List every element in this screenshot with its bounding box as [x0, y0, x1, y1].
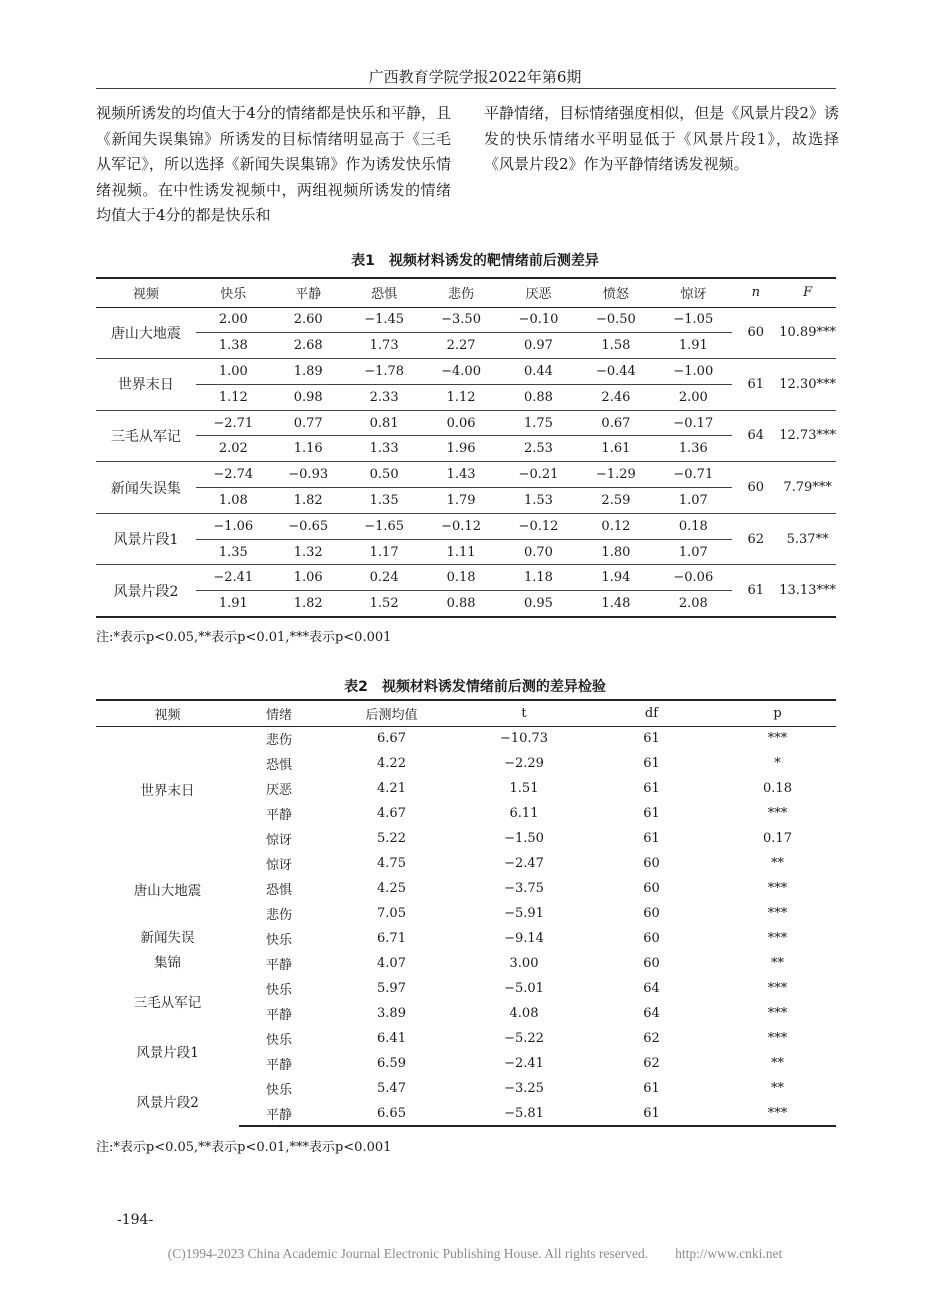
table1-cell: 1.06: [271, 565, 346, 591]
table1-cell: 1.17: [346, 539, 423, 565]
table1-f: 7.79***: [779, 462, 836, 514]
table2-cell: −5.01: [504, 981, 544, 996]
table2-cell: −2.29: [504, 756, 544, 771]
table1-cell: 1.80: [577, 539, 654, 565]
table1-cell: 1.07: [654, 488, 732, 514]
table2-row: [96, 851, 836, 876]
table2-cell: 6.41: [377, 1031, 406, 1046]
table2-cell: 厌恶: [265, 783, 292, 798]
table2-cell: −3.25: [504, 1081, 544, 1096]
table1-f: 13.13***: [779, 565, 836, 617]
table2-cell: 4.75: [377, 856, 406, 871]
table1-header-video: 视频: [96, 278, 196, 307]
table2-cell: 60: [643, 931, 660, 946]
table2-cell: 0.18: [763, 781, 792, 796]
table2-video-name: 风景片段1: [136, 1045, 199, 1061]
table1-cell: 2.59: [577, 488, 654, 514]
table1-row: [96, 410, 836, 436]
table1-row: [96, 513, 836, 539]
table2-cell: 62: [643, 1031, 660, 1046]
table2-cell: 6.59: [377, 1056, 406, 1071]
table1-row: [96, 384, 836, 410]
table2-row: [96, 926, 836, 951]
table1-row: [96, 591, 836, 617]
table1-cell: −0.10: [500, 307, 578, 333]
table2-cell: **: [771, 1056, 784, 1071]
table1-n: 64: [732, 410, 779, 462]
table1-row: [96, 565, 836, 591]
left-paragraph: 视频所诱发的均值大于4分的情绪都是快乐和平静，且《新闻失误集锦》所诱发的目标情绪明显高于《三毛从军记》，所以选择《新闻失误集锦》作为诱发快乐情绪视频。在中性诱发视频中，两组视频所诱发的情绪均值大于4分的都是快乐和: [96, 104, 451, 224]
table2-cell: 5.97: [377, 981, 406, 996]
table2-cell: −3.75: [504, 881, 544, 896]
table2-cell: 悲伤: [265, 908, 292, 923]
table2-video-name: 三毛从军记: [133, 995, 202, 1011]
table1-header-anger: 愤怒: [577, 278, 654, 307]
table1-header-row: [96, 278, 836, 307]
table2-cell: 61: [643, 1081, 660, 1096]
body-column-right: [484, 101, 839, 178]
table2-cell: 64: [643, 981, 660, 996]
table1-row: [96, 333, 836, 359]
table1-cell: 1.89: [271, 359, 346, 385]
table1-row: [96, 307, 836, 333]
table1-cell: −4.00: [423, 359, 500, 385]
table1-n: 60: [732, 462, 779, 514]
table2-cell: 4.08: [509, 1006, 539, 1021]
table2-cell: ***: [767, 981, 788, 996]
table2-cell: −9.14: [504, 931, 544, 946]
table2-cell: 60: [643, 881, 660, 896]
table1-cell: 1.96: [423, 436, 500, 462]
table1-cell: 0.70: [500, 539, 578, 565]
table1-cell: 1.33: [346, 436, 423, 462]
table1-cell: 1.11: [423, 539, 500, 565]
table1-f: 10.89***: [779, 307, 836, 359]
table2-cell: 悲伤: [265, 733, 292, 749]
table2: [96, 699, 836, 1127]
table2-row: [96, 1076, 836, 1101]
table1-cell: 0.88: [500, 384, 578, 410]
table2-cell: −2.41: [504, 1056, 544, 1071]
table2-caption: 表2 视频材料诱发情绪前后测的差异检验: [344, 679, 606, 695]
table2-cell: −10.73: [499, 731, 549, 747]
table2-row: [96, 976, 836, 1001]
table2-cell: *: [774, 756, 781, 771]
table2-cell: 平静: [265, 1008, 292, 1023]
table2-header-row: [96, 700, 836, 726]
table1-video-name: 世界末日: [96, 359, 196, 411]
body-column-left: [96, 101, 451, 229]
table2-cell: **: [771, 856, 784, 871]
table2-cell: 61: [643, 731, 660, 747]
table1-header-calm: 平静: [271, 278, 346, 307]
table2-row: [96, 726, 836, 751]
table2-cell: 快乐: [265, 983, 292, 998]
table2-cell: ***: [767, 881, 788, 896]
table2-cell: 4.21: [377, 781, 406, 796]
table1-cell: 0.18: [423, 565, 500, 591]
table2-header-posttest-mean: 后测均值: [319, 700, 464, 726]
table2-cell: 恐惧: [265, 883, 292, 898]
table2-cell: 快乐: [265, 1083, 292, 1098]
table2-cell: 60: [643, 856, 660, 871]
table2-cell: 3.00: [509, 956, 539, 971]
table1-cell: 1.61: [577, 436, 654, 462]
table1-row: [96, 488, 836, 514]
table2-cell: 61: [643, 781, 660, 796]
table1-cell: 0.50: [346, 462, 423, 488]
table1-cell: 1.79: [423, 488, 500, 514]
table1-cell: −0.93: [271, 462, 346, 488]
table1-cell: 0.67: [577, 410, 654, 436]
journal-header: 广西教育学院学报2022年第6期: [368, 68, 582, 86]
table1-cell: 1.53: [500, 488, 578, 514]
table2-cell: ***: [767, 731, 788, 747]
table2-cell: 60: [643, 906, 660, 921]
table2-cell: ***: [767, 906, 788, 921]
table1-cell: −3.50: [423, 307, 500, 333]
table1-cell: 0.88: [423, 591, 500, 617]
table1-cell: 1.35: [346, 488, 423, 514]
table2-cell: 4.07: [377, 956, 406, 971]
table1-cell: 2.33: [346, 384, 423, 410]
table1-header-surprise: 惊讶: [654, 278, 732, 307]
table1-cell: −2.41: [196, 565, 271, 591]
table1-cell: −0.65: [271, 513, 346, 539]
table2-cell: 7.05: [377, 906, 406, 921]
table1-n: 61: [732, 565, 779, 617]
table2-cell: 60: [643, 956, 660, 971]
table1-cell: 0.12: [577, 513, 654, 539]
table1-cell: 0.97: [500, 333, 578, 359]
table2-cell: 61: [643, 831, 660, 846]
table1-cell: −1.06: [196, 513, 271, 539]
table2-cell: 平静: [265, 958, 292, 973]
table2-cell: **: [771, 956, 784, 971]
table2-cell: −5.81: [464, 1101, 584, 1126]
table1-cell: 1.08: [196, 488, 271, 514]
table1-cell: 1.16: [271, 436, 346, 462]
table1-cell: −0.06: [654, 565, 732, 591]
table1-f: 12.73***: [779, 410, 836, 462]
table2-cell: 1.51: [509, 781, 539, 796]
table2-cell: 61: [584, 1101, 719, 1126]
table2-cell: 61: [643, 756, 660, 771]
table1-cell: 2.46: [577, 384, 654, 410]
table2-cell: ***: [767, 1006, 788, 1021]
table1-cell: 0.24: [346, 565, 423, 591]
table2-header-emotion: 情绪: [239, 700, 319, 726]
table1-cell: 1.38: [196, 333, 271, 359]
table2-row: [96, 1026, 836, 1051]
header-rule: [96, 88, 836, 89]
table2-cell: ***: [767, 806, 788, 821]
table1-cell: 1.07: [654, 539, 732, 565]
table1-cell: 1.75: [500, 410, 578, 436]
table2-cell: 4.25: [377, 881, 406, 896]
table2-cell: −5.91: [504, 906, 544, 921]
table2-cell: 6.67: [377, 731, 406, 747]
table2-video-name: 唐山大地震: [133, 882, 202, 899]
table2-video-name: 新闻失误集锦: [140, 930, 195, 971]
table1-cell: −0.17: [654, 410, 732, 436]
table2-note: 注:*表示p<0.05,**表示p<0.01,***表示p<0.001: [96, 1140, 392, 1155]
table1-cell: 2.08: [654, 591, 732, 617]
table1-cell: 2.02: [196, 436, 271, 462]
table2-video-name: 风景片段2: [136, 1095, 199, 1111]
table1-cell: 1.43: [423, 462, 500, 488]
table1-cell: 0.77: [271, 410, 346, 436]
table2-cell: ***: [719, 1101, 836, 1126]
table1-f: 12.30***: [779, 359, 836, 411]
table1-cell: 1.91: [196, 591, 271, 617]
table2-cell: 恐惧: [265, 758, 292, 773]
table2-cell: 平静: [265, 1058, 292, 1073]
table2-header-t: t: [464, 700, 584, 726]
table1-row: [96, 359, 836, 385]
table1-cell: 1.35: [196, 539, 271, 565]
page-number: -194-: [117, 1212, 154, 1228]
table1-cell: −0.12: [500, 513, 578, 539]
table1-video-name: 风景片段1: [96, 513, 196, 565]
table2-header-p: p: [719, 700, 836, 726]
copyright-notice: (C)1994-2023 China Academic Journal Electronic Publishing House. All rights reserved. http://www.cnki.net: [167, 1246, 783, 1261]
table1-video-name: 新闻失误集: [96, 462, 196, 514]
table2-cell: −5.22: [504, 1031, 544, 1046]
table1-cell: 1.12: [423, 384, 500, 410]
table2-video-name: 世界末日: [140, 782, 195, 799]
table2-cell: 0.17: [763, 831, 792, 846]
table1-cell: −1.05: [654, 307, 732, 333]
table1-cell: 0.18: [654, 513, 732, 539]
table1-cell: 1.00: [196, 359, 271, 385]
table1-cell: 1.36: [654, 436, 732, 462]
table1-cell: 0.44: [500, 359, 578, 385]
table1-n: 62: [732, 513, 779, 565]
table1-cell: 2.68: [271, 333, 346, 359]
table1-cell: −1.45: [346, 307, 423, 333]
table1-cell: 1.12: [196, 384, 271, 410]
table1-video-name: 三毛从军记: [96, 410, 196, 462]
table2-cell: 快乐: [265, 1033, 292, 1048]
table1-header-happy: 快乐: [196, 278, 271, 307]
table1-video-name: 风景片段2: [96, 565, 196, 617]
table2-header-video: 视频: [96, 700, 239, 726]
table1-cell: −2.71: [196, 410, 271, 436]
table2-cell: 平静: [265, 808, 292, 823]
table1: [96, 277, 836, 618]
table1-cell: 2.00: [654, 384, 732, 410]
table2-cell: 5.47: [377, 1081, 406, 1096]
table1-cell: −0.50: [577, 307, 654, 333]
table1-n: 61: [732, 359, 779, 411]
table2-cell: 惊讶: [265, 833, 292, 848]
table1-cell: 0.98: [271, 384, 346, 410]
table1-n: 60: [732, 307, 779, 359]
table1-cell: 2.27: [423, 333, 500, 359]
table1-header-n: n: [732, 278, 779, 307]
table2-cell: ***: [767, 931, 788, 946]
table1-cell: 1.52: [346, 591, 423, 617]
table2-cell: 平静: [239, 1101, 319, 1126]
table1-cell: 0.95: [500, 591, 578, 617]
table1-cell: 1.91: [654, 333, 732, 359]
table1-row: [96, 462, 836, 488]
table1-header-sad: 悲伤: [423, 278, 500, 307]
table2-cell: 6.71: [377, 931, 406, 946]
table1-cell: −1.29: [577, 462, 654, 488]
table2-cell: 6.11: [509, 806, 539, 821]
table2-cell: 4.22: [377, 756, 406, 771]
table1-cell: 1.18: [500, 565, 578, 591]
table1-video-name: 唐山大地震: [96, 307, 196, 359]
table1-cell: 2.60: [271, 307, 346, 333]
table1-cell: 1.82: [271, 488, 346, 514]
table1-cell: 0.81: [346, 410, 423, 436]
table1-row: [96, 436, 836, 462]
table1-cell: 1.58: [577, 333, 654, 359]
table1-cell: −0.44: [577, 359, 654, 385]
table1-caption: 表1 视频材料诱发的靶情绪前后测差异: [351, 253, 599, 269]
table2-cell: −2.47: [504, 856, 544, 871]
table2-cell: 5.22: [377, 831, 406, 846]
table1-cell: 1.94: [577, 565, 654, 591]
table1-row: [96, 539, 836, 565]
table1-cell: 1.73: [346, 333, 423, 359]
table1-cell: 1.82: [271, 591, 346, 617]
table2-cell: 64: [643, 1006, 660, 1021]
table1-cell: −0.12: [423, 513, 500, 539]
table1-cell: −0.71: [654, 462, 732, 488]
table1-cell: −1.65: [346, 513, 423, 539]
table2-cell: 惊讶: [265, 858, 292, 873]
right-paragraph: 平静情绪，目标情绪强度相似，但是《风景片段2》诱发的快乐情绪水平明显低于《风景片段1》，故选择《风景片段2》作为平静情绪诱发视频。: [484, 104, 839, 173]
table2-cell: 62: [643, 1056, 660, 1071]
table1-f: 5.37**: [779, 513, 836, 565]
table2-cell: 61: [643, 806, 660, 821]
table1-cell: −0.21: [500, 462, 578, 488]
table1-cell: 1.32: [271, 539, 346, 565]
table1-cell: 0.06: [423, 410, 500, 436]
table2-cell: 6.65: [319, 1101, 464, 1126]
table2-cell: −1.50: [504, 831, 544, 846]
table2-header-df: df: [584, 700, 719, 726]
table2-cell: 快乐: [265, 933, 292, 948]
table2-cell: 4.67: [377, 806, 406, 821]
table1-header-f: F: [779, 278, 836, 307]
table2-cell: **: [771, 1081, 784, 1096]
table1-cell: 2.53: [500, 436, 578, 462]
table2-cell: ***: [767, 1031, 788, 1046]
table2-cell: 3.89: [377, 1006, 406, 1021]
table1-cell: −2.74: [196, 462, 271, 488]
table1-header-disgust: 厌恶: [500, 278, 578, 307]
table1-cell: 1.48: [577, 591, 654, 617]
table1-header-fear: 恐惧: [346, 278, 423, 307]
table1-cell: −1.78: [346, 359, 423, 385]
table1-cell: 2.00: [196, 307, 271, 333]
table1-cell: −1.00: [654, 359, 732, 385]
table1-note: 注:*表示p<0.05,**表示p<0.01,***表示p<0.001: [96, 630, 392, 645]
